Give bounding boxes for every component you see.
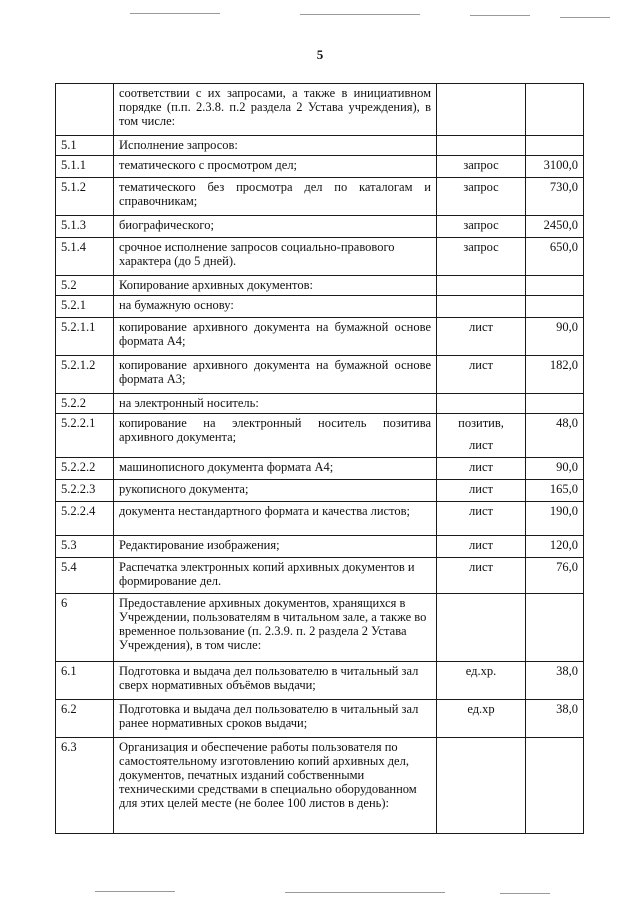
- item-unit: [437, 414, 526, 458]
- item-number: 5.2.2.1: [56, 414, 114, 458]
- item-number: 5.2.2.3: [56, 480, 114, 502]
- item-unit: ед.хр.: [437, 662, 526, 700]
- item-unit: запрос: [437, 156, 526, 178]
- item-number: 5.2.2.2: [56, 458, 114, 480]
- table-row: [56, 558, 584, 594]
- item-number: 5.1.2: [56, 178, 114, 216]
- item-price: 650,0: [526, 238, 584, 276]
- item-price: 76,0: [526, 558, 584, 594]
- item-number: 5.1.4: [56, 238, 114, 276]
- item-unit: [437, 738, 526, 834]
- item-price: 182,0: [526, 356, 584, 394]
- table-row: [56, 136, 584, 156]
- item-description: документа нестандартного формата и качества листов;: [114, 502, 437, 536]
- item-price: 38,0: [526, 700, 584, 738]
- item-price: 38,0: [526, 662, 584, 700]
- item-description: копирование архивного документа на бумажной основе формата А3;: [114, 356, 437, 394]
- item-unit: лист: [437, 502, 526, 536]
- item-description: Редактирование изображения;: [114, 536, 437, 558]
- item-description: Подготовка и выдача дел пользователю в читальный зал ранее нормативных сроков выдачи;: [114, 700, 437, 738]
- item-unit: [437, 594, 526, 662]
- item-unit: лист: [437, 536, 526, 558]
- table-row: [56, 738, 584, 834]
- item-unit: ед.хр: [437, 700, 526, 738]
- item-number: 5.2.1: [56, 296, 114, 318]
- item-description: тематического без просмотра дел по каталогам и справочникам;: [114, 178, 437, 216]
- scan-artifact-line: [300, 14, 420, 15]
- item-number: 5.2: [56, 276, 114, 296]
- item-number: 5.1.3: [56, 216, 114, 238]
- scan-artifact-line: [470, 15, 530, 16]
- item-description: копирование архивного документа на бумажной основе формата А4;: [114, 318, 437, 356]
- scan-artifact-line: [500, 893, 550, 894]
- item-number: 5.1: [56, 136, 114, 156]
- table-row: [56, 216, 584, 238]
- item-price: [526, 276, 584, 296]
- item-number: 5.4: [56, 558, 114, 594]
- item-unit: лист: [437, 318, 526, 356]
- item-unit: запрос: [437, 178, 526, 216]
- item-unit: [437, 136, 526, 156]
- table-row: [56, 480, 584, 502]
- item-description: машинописного документа формата А4;: [114, 458, 437, 480]
- item-unit: лист: [437, 480, 526, 502]
- item-description: Предоставление архивных документов, хранящихся в Учреждении, пользователям в читальном зале, а также во временное пользование (п. 2.3.9. п. 2 раздела 2 Устава Учреждения), в том числе:: [114, 594, 437, 662]
- item-description: тематического с просмотром дел;: [114, 156, 437, 178]
- table-row: [56, 318, 584, 356]
- item-number: 6.1: [56, 662, 114, 700]
- item-price: [526, 594, 584, 662]
- item-unit: [437, 276, 526, 296]
- tariff-table-body: [56, 84, 584, 834]
- table-row: [56, 414, 584, 458]
- item-number: 6: [56, 594, 114, 662]
- item-unit: [437, 394, 526, 414]
- table-row: [56, 276, 584, 296]
- item-price: [526, 136, 584, 156]
- item-price: [526, 738, 584, 834]
- table-row: [56, 662, 584, 700]
- table-row: [56, 296, 584, 318]
- table-row: [56, 238, 584, 276]
- item-unit: запрос: [437, 216, 526, 238]
- item-description: Копирование архивных документов:: [114, 276, 437, 296]
- table-row: [56, 156, 584, 178]
- table-row: [56, 84, 584, 136]
- item-description: на электронный носитель:: [114, 394, 437, 414]
- item-unit: [437, 296, 526, 318]
- item-description: Исполнение запросов:: [114, 136, 437, 156]
- item-unit: лист: [437, 458, 526, 480]
- item-number: 5.2.1.1: [56, 318, 114, 356]
- item-price: 2450,0: [526, 216, 584, 238]
- item-description: на бумажную основу:: [114, 296, 437, 318]
- item-price: 190,0: [526, 502, 584, 536]
- item-price: 90,0: [526, 318, 584, 356]
- item-description: Организация и обеспечение работы пользователя по самостоятельному изготовлению копий архивных дел, документов, печатных изданий собственными техническими средствами в специально оборудованном для этих целей месте (не более 100 листов в день):: [114, 738, 437, 834]
- item-price: 90,0: [526, 458, 584, 480]
- item-price: [526, 84, 584, 136]
- table-row: [56, 178, 584, 216]
- item-unit-line: позитив,: [458, 416, 504, 430]
- tariff-table: [55, 83, 584, 834]
- item-number: 5.2.2.4: [56, 502, 114, 536]
- item-price: [526, 394, 584, 414]
- item-unit: запрос: [437, 238, 526, 276]
- scan-artifact-line: [560, 17, 610, 18]
- item-number: 5.2.2: [56, 394, 114, 414]
- item-number: 5.1.1: [56, 156, 114, 178]
- scan-artifact-line: [130, 13, 220, 14]
- item-price: 120,0: [526, 536, 584, 558]
- item-number: 5.3: [56, 536, 114, 558]
- table-row: [56, 356, 584, 394]
- item-unit: лист: [437, 356, 526, 394]
- item-description: Распечатка электронных копий архивных документов и формирование дел.: [114, 558, 437, 594]
- table-row: [56, 536, 584, 558]
- item-description: Подготовка и выдача дел пользователю в читальный зал сверх нормативных объёмов выдачи;: [114, 662, 437, 700]
- item-price: 165,0: [526, 480, 584, 502]
- table-row: [56, 458, 584, 480]
- item-unit-line: лист: [469, 438, 493, 452]
- item-number: 6.3: [56, 738, 114, 834]
- item-price: 48,0: [526, 414, 584, 458]
- item-unit: [437, 84, 526, 136]
- table-row: [56, 502, 584, 536]
- item-number: 5.2.1.2: [56, 356, 114, 394]
- item-price: 3100,0: [526, 156, 584, 178]
- table-row: [56, 594, 584, 662]
- scan-artifact-line: [95, 891, 175, 892]
- item-description: копирование на электронный носитель позитива архивного документа;: [114, 414, 437, 458]
- item-unit: лист: [437, 558, 526, 594]
- page-number: 5: [316, 47, 324, 62]
- item-number: 6.2: [56, 700, 114, 738]
- item-price: 730,0: [526, 178, 584, 216]
- scan-artifact-line: [285, 892, 445, 893]
- item-number: [56, 84, 114, 136]
- table-row: [56, 394, 584, 414]
- item-description: рукописного документа;: [114, 480, 437, 502]
- item-description: биографического;: [114, 216, 437, 238]
- item-price: [526, 296, 584, 318]
- table-row: [56, 700, 584, 738]
- item-description: срочное исполнение запросов социально-правового характера (до 5 дней).: [114, 238, 437, 276]
- item-description: соответствии с их запросами, а также в инициативном порядке (п.п. 2.3.8. п.2 раздела 2 Устава учреждения), в том числе:: [114, 84, 437, 136]
